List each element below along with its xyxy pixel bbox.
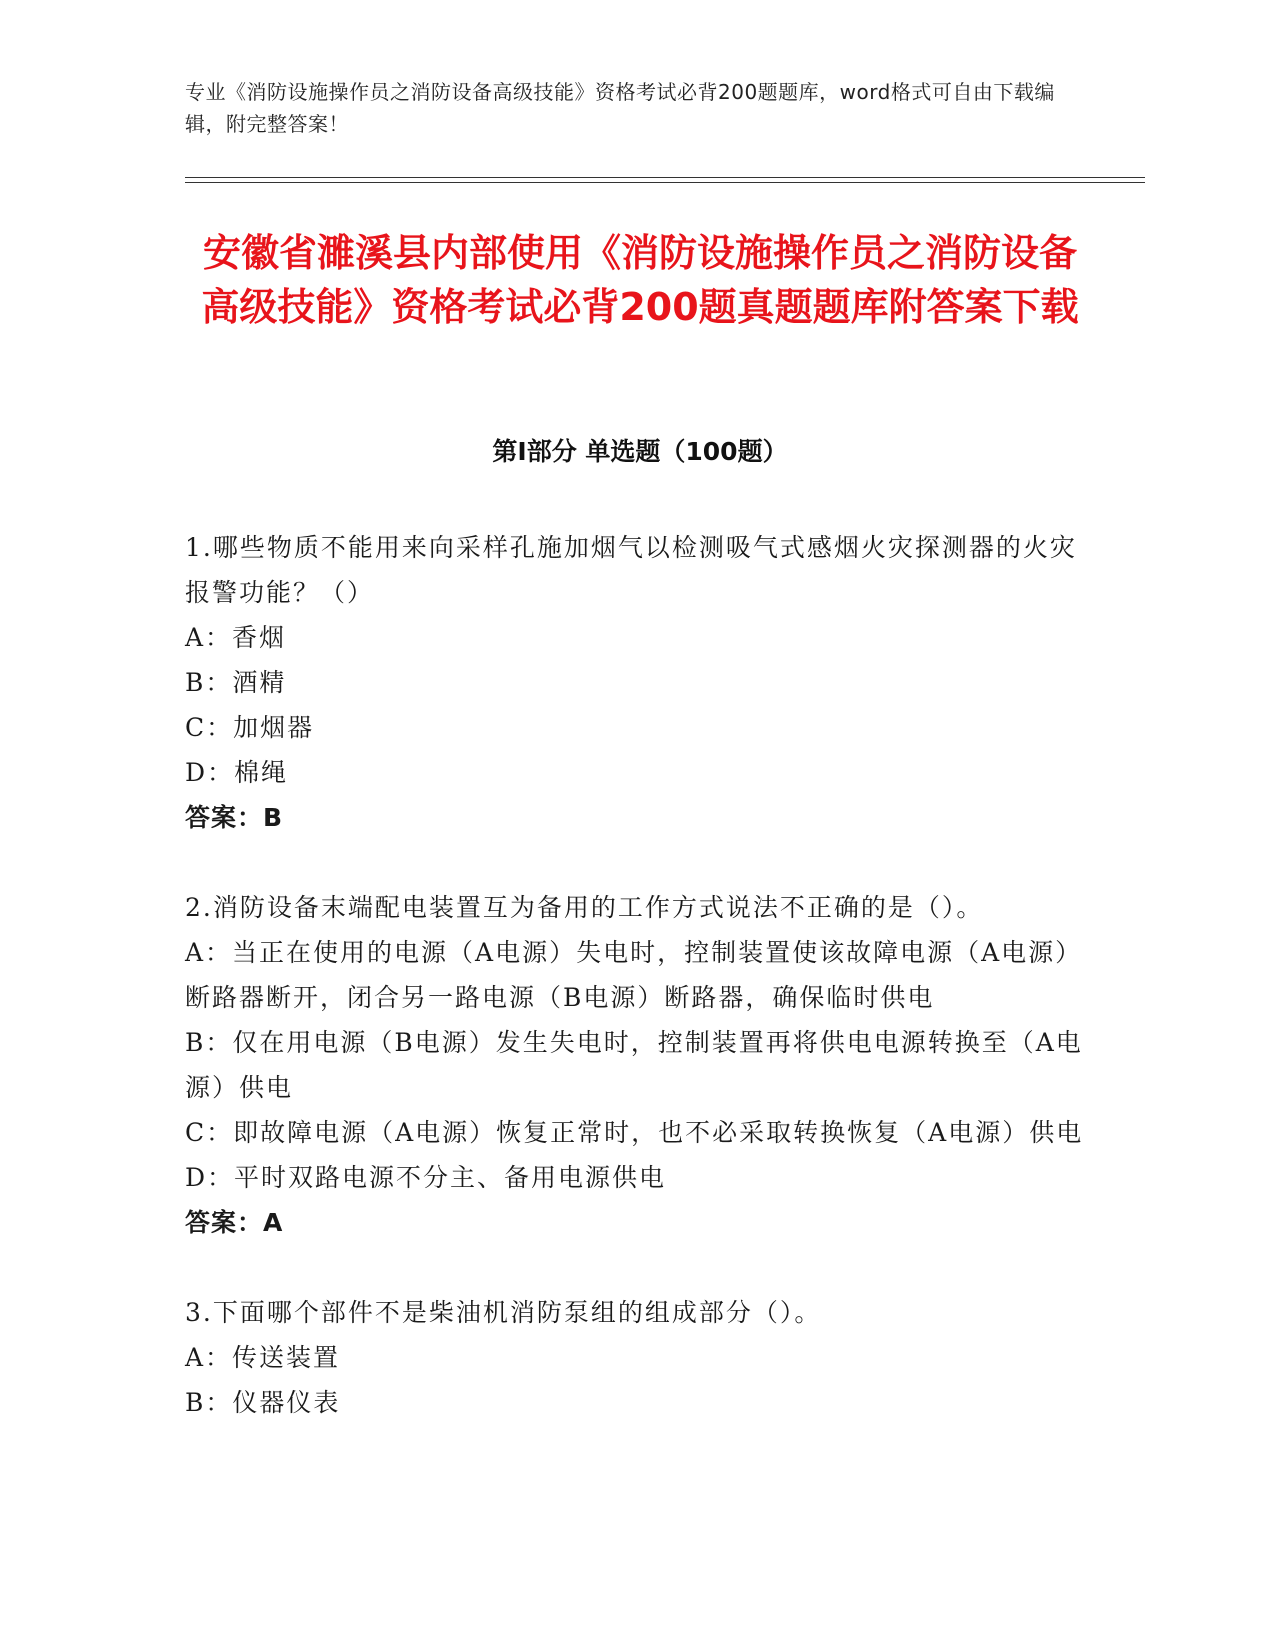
- header-rule-bottom: [185, 182, 1145, 183]
- question-2: [185, 885, 1085, 1245]
- option-a: A：香烟: [185, 623, 287, 652]
- option-a: A：传送装置: [185, 1343, 341, 1372]
- section-heading: 第Ⅰ部分 单选题（100题）: [492, 437, 788, 466]
- option-d: D：平时双路电源不分主、备用电源供电: [185, 1163, 667, 1192]
- document-title: 安徽省濉溪县内部使用《消防设施操作员之消防设备高级技能》资格考试必背200题真题题库附答案下载: [201, 231, 1079, 329]
- question-3: [185, 1290, 1085, 1425]
- option-a: A：当正在使用的电源（A电源）失电时，控制装置使该故障电源（A电源）断路器断开，闭合另一路电源（B电源）断路器，确保临时供电: [185, 938, 1083, 1012]
- question-stem: 2.消防设备末端配电装置互为备用的工作方式说法不正确的是（）。: [185, 893, 984, 922]
- option-b: B：仪器仪表: [185, 1388, 341, 1417]
- answer: 答案：B: [185, 803, 284, 832]
- header-note: 专业《消防设施操作员之消防设备高级技能》资格考试必背200题题库，word格式可自由下载编辑，附完整答案！: [185, 80, 1055, 136]
- question-stem: 3.下面哪个部件不是柴油机消防泵组的组成部分（）。: [185, 1298, 822, 1327]
- option-c: C：加烟器: [185, 713, 315, 742]
- option-b: B：仅在用电源（B电源）发生失电时，控制装置再将供电电源转换至（A电源）供电: [185, 1028, 1083, 1102]
- question-1: [185, 525, 1085, 840]
- answer: 答案：A: [185, 1208, 284, 1237]
- header-rule-top: [185, 177, 1145, 178]
- option-d: D：棉绳: [185, 758, 289, 787]
- option-b: B：酒精: [185, 668, 287, 697]
- option-c: C：即故障电源（A电源）恢复正常时，也不必采取转换恢复（A电源）供电: [185, 1118, 1084, 1147]
- question-list: [185, 525, 1085, 1470]
- question-stem: 1.哪些物质不能用来向采样孔施加烟气以检测吸气式感烟火灾探测器的火灾报警功能？（）: [185, 533, 1077, 607]
